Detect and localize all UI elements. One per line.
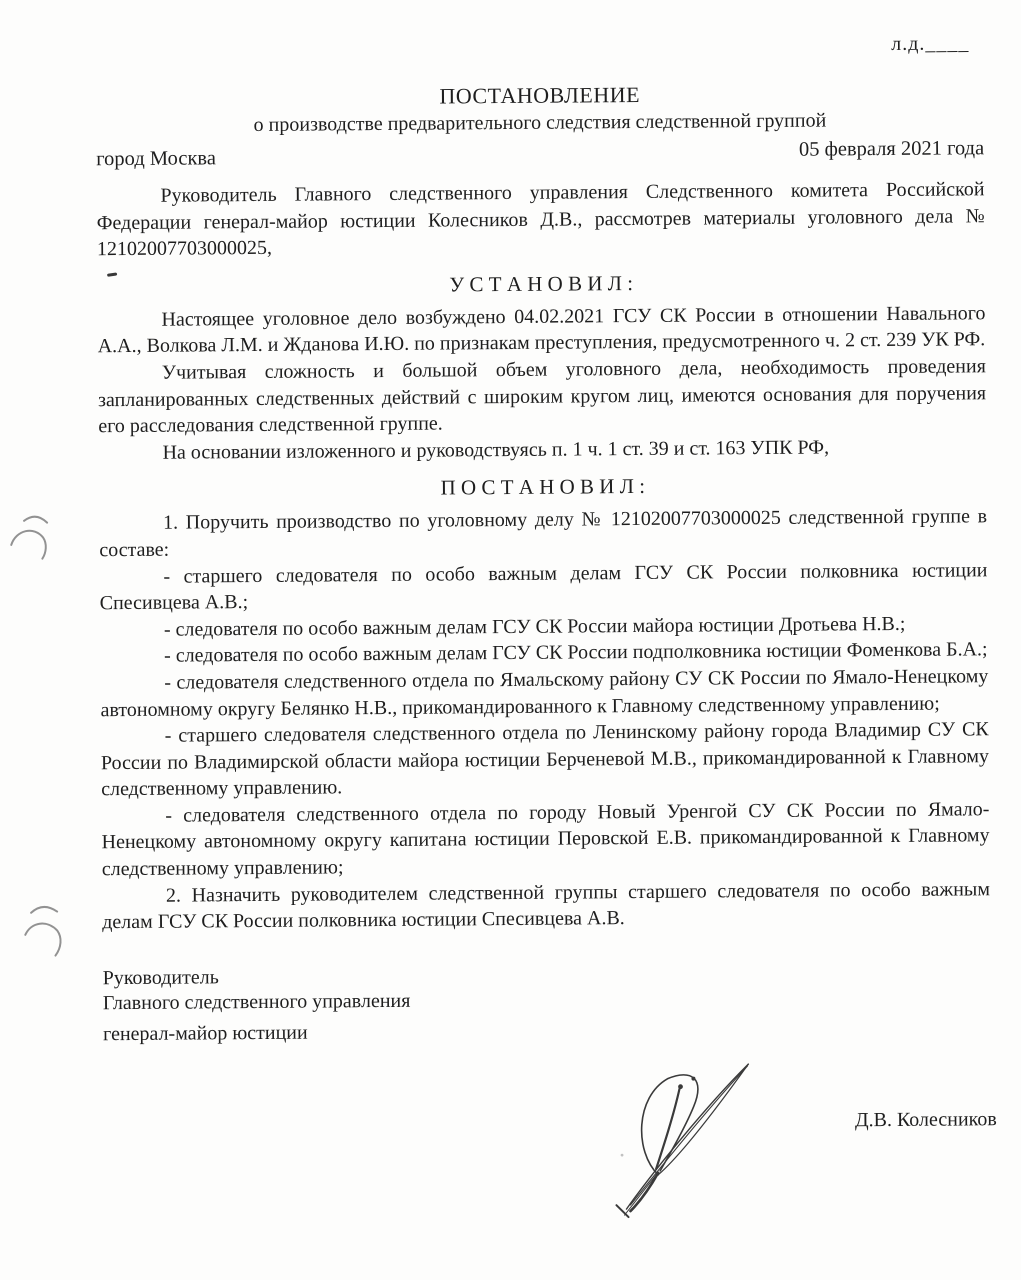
date-label: 05 февраля 2021 года: [798, 137, 985, 161]
margin-pencil-marks-lower: [7, 896, 68, 971]
signer-position-line-2: Главного следственного управления: [102, 989, 411, 1015]
resolved-item-2: 2. Назначить руководителем следственной группы старшего следователя по особо важным делам ГСУ СК России полковника юстиции Спесивцева А.В.: [102, 877, 991, 934]
signer-rank: генерал-майор юстиции: [102, 1021, 308, 1046]
resolved-item-1: 1. Поручить производство по уголовному делу № 12102007703000025 следственной группе в составе:: [99, 505, 988, 562]
document-subtitle: о производстве предварительного следствия следственной группой: [253, 109, 827, 137]
group-member-3: - следователя по особо важным делам ГСУ СК России подполковника юстиции Фоменкова Б.А.;: [164, 638, 988, 668]
case-sheet-number-label: л.д.____: [891, 32, 970, 55]
signature-block: [103, 959, 992, 1047]
preamble-paragraph: Руководитель Главного следственного управления Следственного комитета Российской Федерации генерал-майор юстиции Колесников Д.В., рассмотрев материалы уголовного дела № 12102007703000025,: [96, 178, 985, 261]
document-title: ПОСТАНОВЛЕНИЕ: [439, 81, 641, 109]
group-member-6: - следователя следственного отдела по городу Новый Уренгой СУ СК России по Ямало-Ненецкому автономному округу капитана юстиции Перовской Е.В. прикомандированной к Главному следственному управлению;: [101, 798, 990, 881]
established-heading: У С Т А Н О В И Л :: [449, 270, 634, 297]
place-label: город Москва: [96, 147, 216, 171]
resolved-heading: П О С Т А Н О В И Л :: [440, 474, 646, 500]
signer-name: Д.В. Колесников: [854, 1108, 997, 1132]
signer-position-line-1: Руководитель: [102, 966, 219, 990]
group-member-1: - старшего следователя по особо важным делам ГСУ СК России полковника юстиции Спесивцева А.В.;: [99, 558, 988, 615]
established-paragraph-3: На основании изложенного и руководствуясь п. 1 ч. 1 ст. 39 и ст. 163 УПК РФ,: [162, 436, 830, 464]
established-paragraph-1: Настоящее уголовное дело возбуждено 04.02.2021 ГСУ СК России в отношении Навального А.А., Волкова Л.М. и Жданова И.Ю. по признакам преступления, предусмотренного ч. 2 ст. 239 УК РФ.: [97, 302, 986, 358]
group-member-4: - следователя следственного отдела по Ямальскому району СУ СК России по Ямало-Ненецкому автономному округу Белянко Н.В., прикомандированного к Главному следственному управлению;: [100, 665, 989, 721]
place-date-row: [96, 137, 985, 171]
signature-ink-stroke: [593, 1044, 794, 1231]
group-member-5: - старшего следователя следственного отдела по Ленинскому району города Владимир СУ СК России по Владимирской области майора юстиции Берченевой М.В., прикомандированной к Главному следственному управлению.: [100, 718, 990, 801]
group-member-2: - следователя по особо важным делам ГСУ СК России майора юстиции Дротьева Н.В.;: [163, 612, 906, 641]
margin-pencil-marks-upper: [4, 509, 64, 569]
established-paragraph-2: Учитывая сложность и большой объем уголовного дела, необходимость проведения запланированных следственных действий с широким кругом лиц, имеются основания для поручения его расследования следственной группе.: [98, 355, 987, 438]
